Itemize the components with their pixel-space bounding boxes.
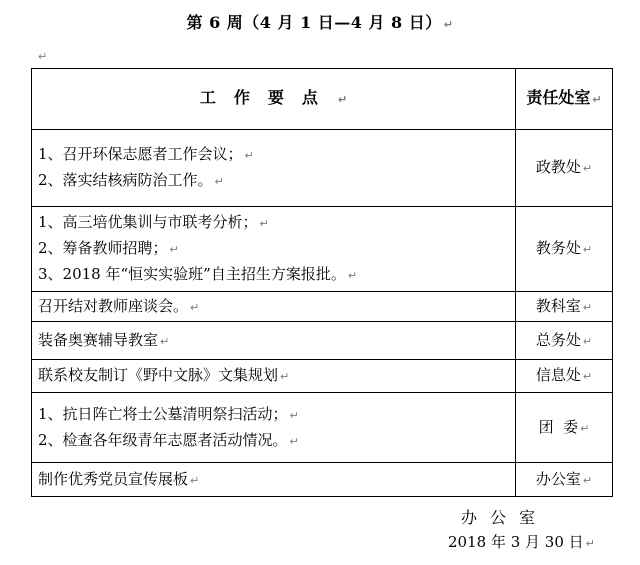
table-row [32, 360, 613, 393]
office-text: 政教处 [535, 158, 581, 176]
document-title [0, 10, 640, 33]
paragraph-mark-icon: ↵ [169, 243, 179, 256]
task-text: 制作优秀党员宣传展板 [38, 469, 189, 488]
task-cell [32, 393, 516, 463]
paragraph-mark-icon: ↵ [280, 370, 290, 383]
paragraph-mark-icon: ↵ [582, 473, 593, 487]
header-office [516, 69, 613, 130]
table-row [32, 292, 613, 322]
table-row [32, 322, 613, 360]
task-text: 召开结对教师座谈会。 [38, 296, 189, 315]
task-text: 2、检查各年级青年志愿者活动情况。 [38, 430, 288, 449]
task-text: 3、2018 年“恒实实验班”自主招生方案报批。 [38, 265, 346, 283]
office-cell [516, 322, 613, 360]
paragraph-mark-icon: ↵ [244, 149, 254, 162]
task-cell [32, 360, 516, 393]
task-line [38, 168, 509, 194]
paragraph-mark-icon: ↵ [582, 370, 593, 383]
task-line [38, 328, 509, 354]
table-row [32, 130, 613, 207]
task-cell [32, 207, 516, 292]
paragraph-mark-icon: ↵ [347, 269, 358, 282]
title-text: 第 6 周（4 月 1 日—4 月 8 日） [186, 13, 442, 32]
task-line [38, 262, 509, 288]
paragraph-mark-icon: ↵ [190, 473, 200, 487]
header-office-label: 责任处室 [526, 88, 591, 107]
paragraph-mark-icon: ↵ [592, 93, 602, 106]
paragraph-mark-icon: ↵ [582, 162, 593, 175]
header-task [32, 69, 516, 130]
table-row [32, 463, 613, 497]
office-cell [516, 360, 613, 393]
office-text: 信息处 [535, 366, 581, 384]
paragraph-mark-icon: ↵ [585, 537, 595, 550]
task-cell [32, 322, 516, 360]
task-text: 装备奥赛辅导教室 [38, 330, 159, 349]
weekly-plan-table [31, 68, 613, 497]
paragraph-mark-icon: ↵ [582, 334, 593, 348]
paragraph-mark-icon: ↵ [259, 217, 269, 230]
footer-office: 办公室 [461, 508, 549, 527]
task-line [38, 210, 509, 236]
table-row [32, 393, 613, 463]
paragraph-mark-icon: ↵ [289, 434, 299, 448]
paragraph-mark-icon: ↵ [289, 408, 299, 422]
task-line [38, 428, 509, 454]
task-cell [32, 463, 516, 497]
paragraph-mark-icon: ↵ [214, 175, 224, 188]
table-header-row [32, 69, 613, 130]
office-cell [516, 393, 613, 463]
task-text: 1、抗日阵亡将士公墓清明祭扫活动； [38, 404, 288, 423]
office-text: 教务处 [535, 239, 581, 257]
task-text: 2、筹备教师招聘； [38, 239, 168, 257]
office-cell [516, 292, 613, 322]
footer-date [448, 531, 595, 552]
office-cell [516, 463, 613, 497]
paragraph-mark-icon: ↵ [580, 421, 590, 435]
office-text: 总务处 [535, 330, 581, 349]
footer-date-text: 2018 年 3 月 30 日 [448, 533, 584, 551]
paragraph-mark-icon: ↵ [190, 300, 200, 314]
paragraph-mark-icon: ↵ [160, 334, 170, 348]
task-line [38, 294, 509, 320]
task-line [38, 236, 509, 262]
task-text: 1、高三培优集训与市联考分析； [38, 213, 258, 231]
office-text: 教科室 [535, 296, 581, 315]
office-text: 团 委 [538, 417, 579, 436]
task-line [38, 402, 509, 428]
task-line [38, 142, 509, 168]
office-cell [516, 130, 613, 207]
task-text: 联系校友制订《野中文脉》文集规划 [38, 366, 279, 384]
paragraph-mark-icon: ↵ [582, 300, 593, 314]
task-text: 1、召开环保志愿者工作会议； [38, 145, 243, 163]
header-task-label: 工作要点 [199, 88, 336, 107]
office-cell [516, 207, 613, 292]
paragraph-mark-icon: ↵ [38, 50, 48, 63]
task-line [38, 467, 509, 493]
task-cell [32, 130, 516, 207]
task-text: 2、落实结核病防治工作。 [38, 171, 213, 189]
task-line [38, 363, 509, 389]
table-row [32, 207, 613, 292]
paragraph-mark-icon: ↵ [337, 93, 348, 106]
paragraph-mark-icon: ↵ [443, 18, 454, 31]
task-cell [32, 292, 516, 322]
office-text: 办公室 [535, 469, 581, 488]
paragraph-mark-icon: ↵ [582, 243, 593, 256]
